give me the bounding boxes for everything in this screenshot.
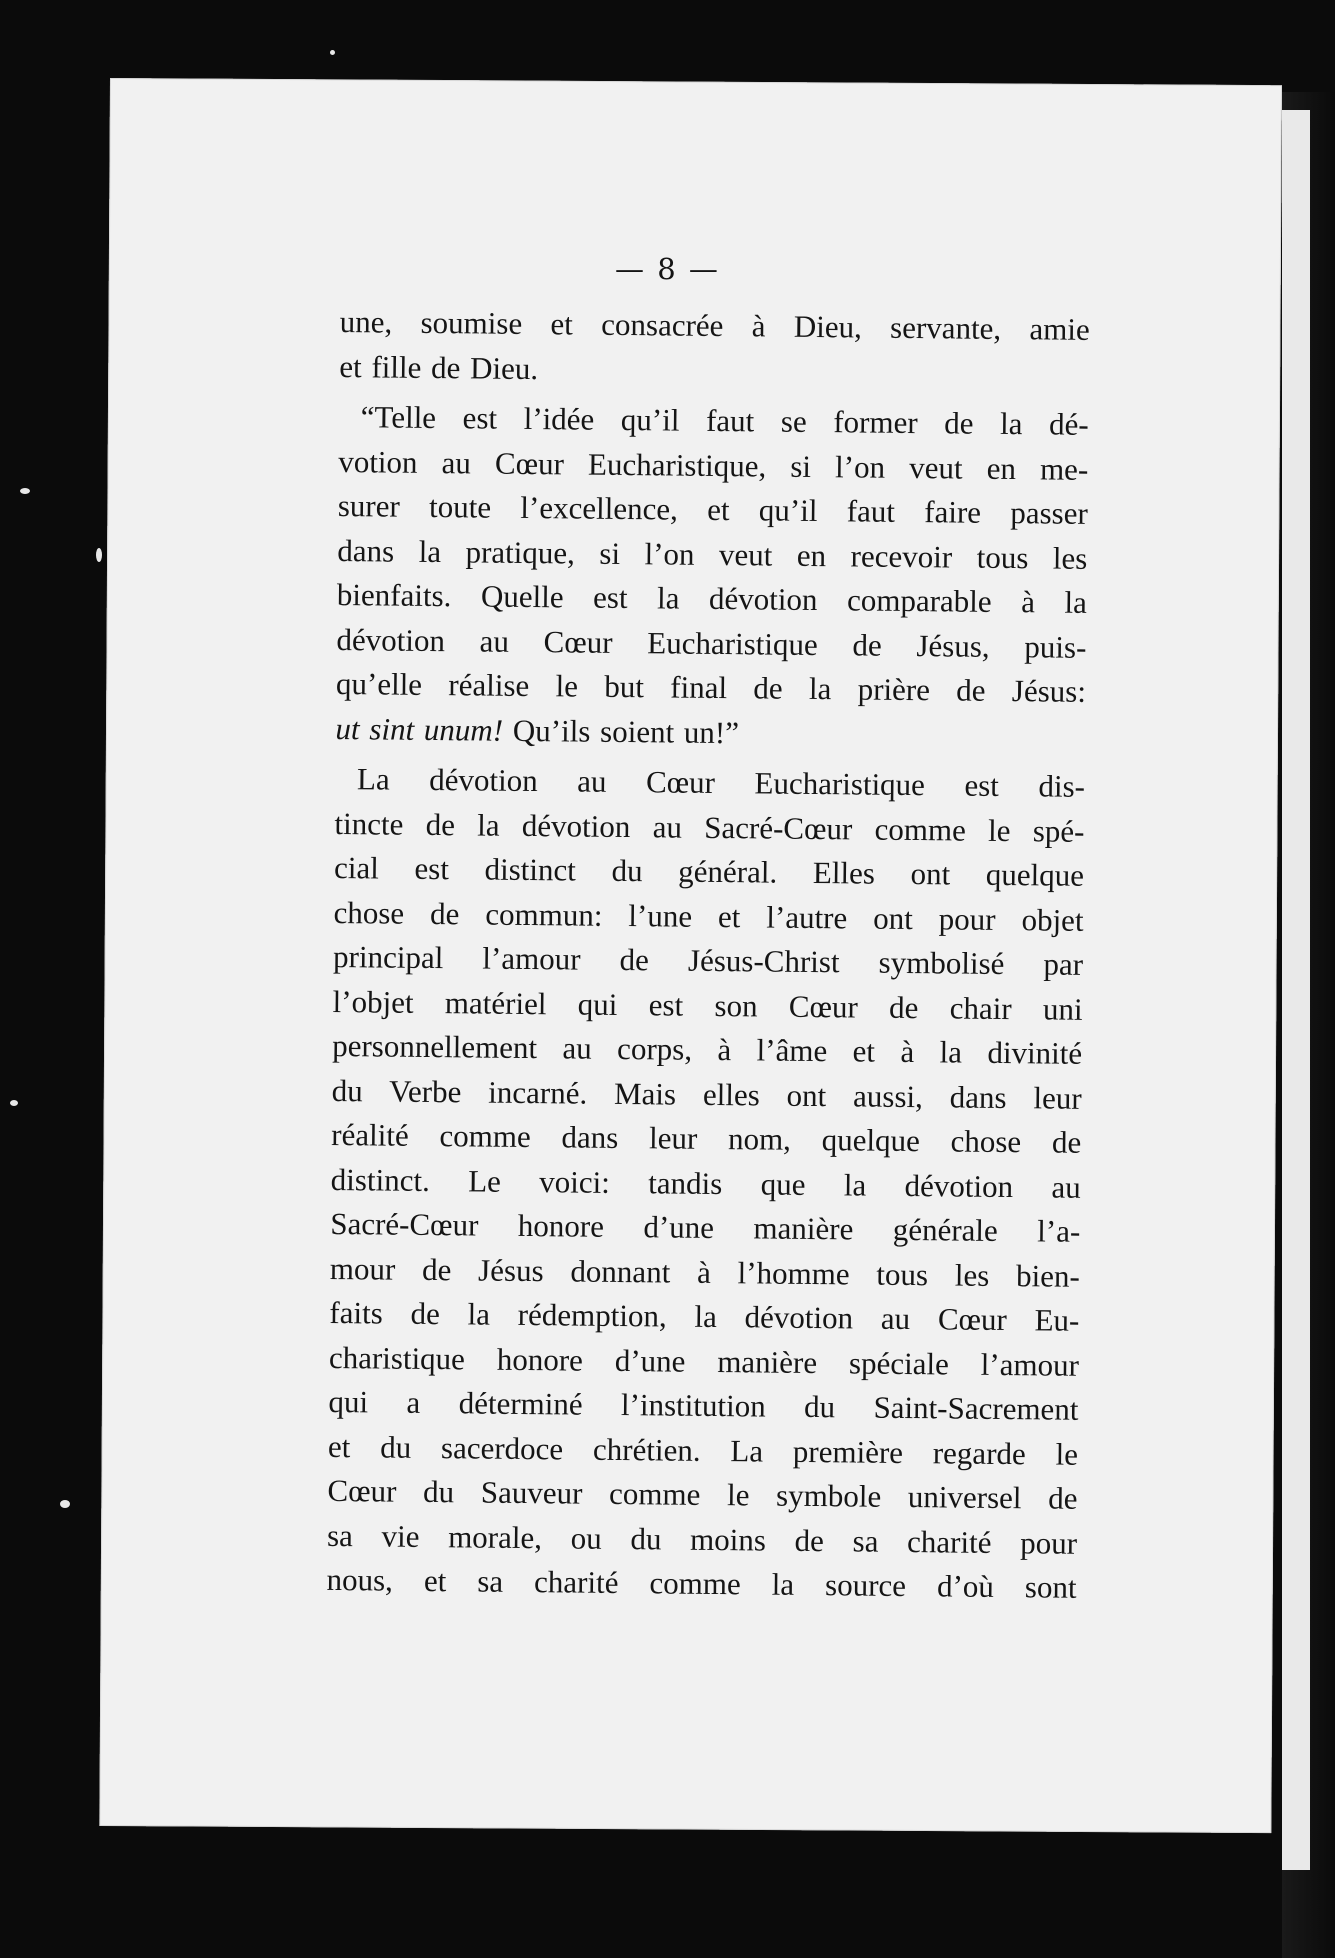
text-line: sa vie morale, ou du moins de sa charité pour — [326, 1517, 1078, 1561]
text-line: dévotion au Cœur Eucharistique de Jésus, puis- — [336, 621, 1087, 665]
page-number: — 8 — — [615, 252, 720, 286]
text-line: tincte de la dévotion au Sacré-Cœur comme le spé- — [334, 805, 1085, 849]
adjacent-page-strip — [1282, 110, 1310, 1870]
text-line — [335, 706, 1085, 758]
text-line: chose de commun: l’une et l’autre ont pour objet — [333, 894, 1084, 938]
text-line: qu’elle réalise le but final de la prière de Jésus: — [335, 665, 1087, 709]
text-line: réalité comme dans leur nom, quelque chose de — [331, 1116, 1082, 1160]
text-line: mour de Jésus donnant à l’homme tous les bien- — [329, 1250, 1081, 1294]
text-line: “Telle est l’idée qu’il faut se former de la dé- — [360, 399, 1089, 442]
paragraph — [326, 757, 1085, 1610]
text-line: et du sacerdoce chrétien. La première regarde le — [327, 1428, 1079, 1472]
text-line: cial est distinct du général. Elles ont quelque — [333, 849, 1085, 893]
quote-translation: Qu’ils soient un!” — [502, 712, 740, 750]
scan-speck — [96, 548, 102, 562]
text-line: surer toute l’excellence, et qu’il faut faire passer — [337, 487, 1088, 531]
scan-speck — [60, 1500, 70, 1508]
text-line: l’objet matériel qui est son Cœur de chair uni — [332, 983, 1083, 1027]
text-line: dans la pratique, si l’on veut en recevoir tous les — [337, 532, 1088, 576]
text-line: du Verbe incarné. Mais elles ont aussi, dans leur — [331, 1072, 1082, 1116]
text-line: principal l’amour de Jésus-Christ symbolisé par — [332, 938, 1084, 982]
text-line: faits de la rédemption, la dévotion au Cœur Eu- — [329, 1294, 1080, 1338]
text-line: et fille de Dieu. — [339, 348, 539, 386]
text-line: votion au Cœur Eucharistique, si l’on veut en me- — [338, 443, 1089, 487]
text-line: une, soumise et consacrée à Dieu, servante, amie — [339, 303, 1090, 347]
text-line: Sacré-Cœur honore d’une manière générale l’a- — [330, 1205, 1081, 1249]
text-line: personnellement au corps, à l’âme et à la divinité — [332, 1027, 1083, 1071]
paragraph — [339, 300, 1090, 397]
paragraph — [335, 395, 1089, 759]
text-line: Cœur du Sauveur comme le symbole universel de — [327, 1472, 1078, 1516]
text-line: distinct. Le voici: tandis que la dévotion au — [330, 1161, 1081, 1205]
scan-speck — [330, 50, 335, 55]
text-line: La dévotion au Cœur Eucharistique est dis- — [356, 761, 1086, 804]
text-line: qui a déterminé l’institution du Saint-Sacrement — [328, 1383, 1079, 1427]
text-line: bienfaits. Quelle est la dévotion comparable à la — [336, 576, 1088, 620]
latin-quote: ut sint unum! — [335, 710, 504, 748]
scan-speck — [10, 1100, 18, 1106]
text-line: nous, et sa charité comme la source d’où sont — [326, 1561, 1077, 1605]
scan-speck — [20, 488, 30, 494]
text-line: charistique honore d’une manière spéciale l’amour — [328, 1339, 1080, 1383]
body-text — [326, 300, 1090, 1616]
